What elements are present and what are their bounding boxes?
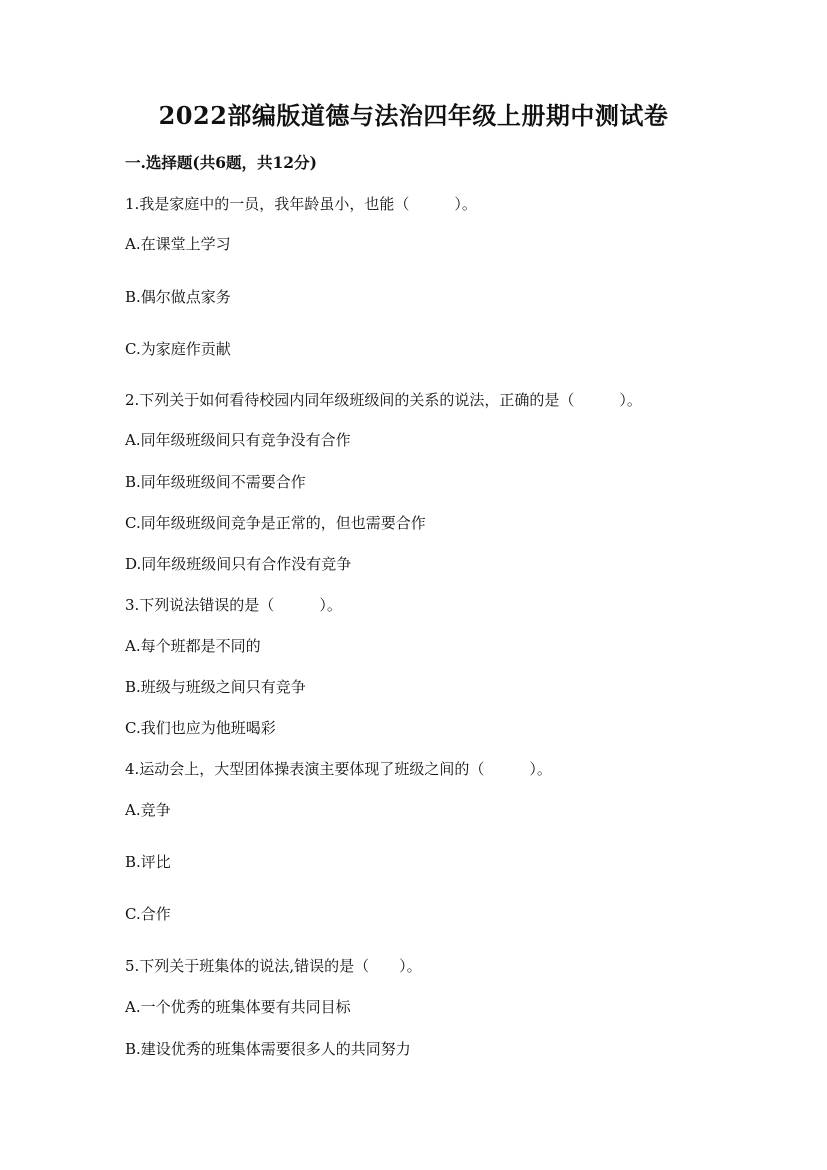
question-1-stem: 1.我是家庭中的一员，我年龄虽小，也能（ ）。 [125,195,477,213]
question-5-option-a: A.一个优秀的班集体要有共同目标 [125,998,351,1016]
question-4-option-c: C.合作 [125,905,171,923]
question-3-option-c: C.我们也应为他班喝彩 [125,719,276,737]
question-2-option-b: B.同年级班级间不需要合作 [125,473,306,491]
question-2-option-c: C.同年级班级间竞争是正常的，但也需要合作 [125,514,426,532]
question-2-option-d: D.同年级班级间只有合作没有竞争 [125,555,352,573]
section-heading: 一.选择题(共6题，共12分) [125,153,317,172]
question-1-option-a: A.在课堂上学习 [125,235,231,253]
question-2-option-a: A.同年级班级间只有竞争没有合作 [125,431,351,449]
question-3-stem: 3.下列说法错误的是（ ）。 [125,596,342,614]
question-1-option-c: C.为家庭作贡献 [125,340,231,358]
question-5-option-b: B.建设优秀的班集体需要很多人的共同努力 [125,1040,411,1058]
question-3-option-b: B.班级与班级之间只有竞争 [125,678,306,696]
question-4-option-b: B.评比 [125,853,171,871]
question-4-stem: 4.运动会上，大型团体操表演主要体现了班级之间的（ ）。 [125,760,552,778]
question-4-option-a: A.竞争 [125,801,171,819]
question-3-option-a: A.每个班都是不同的 [125,637,261,655]
document-title: 2022部编版道德与法治四年级上册期中测试卷 [158,101,669,130]
question-5-stem: 5.下列关于班集体的说法,错误的是（ ）。 [125,957,422,975]
question-2-stem: 2.下列关于如何看待校园内同年级班级间的关系的说法，正确的是（ ）。 [125,391,642,409]
question-1-option-b: B.偶尔做点家务 [125,288,231,306]
